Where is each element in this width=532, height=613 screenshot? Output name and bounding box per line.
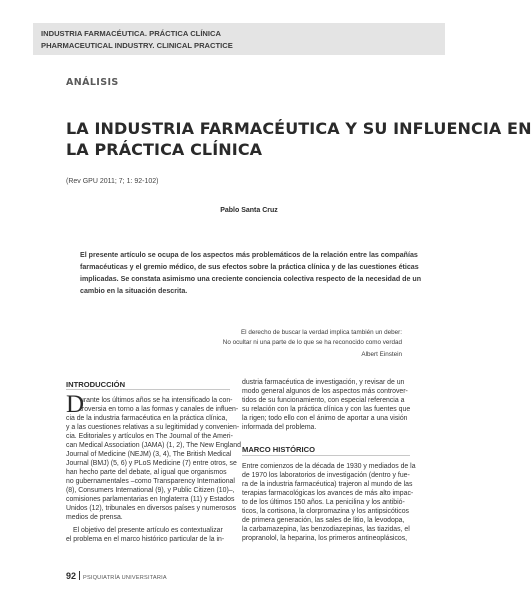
body-line: cia de la industria farmacéutica en la práctica clínica, (66, 415, 228, 422)
author-name-text: Pablo Santa Cruz (220, 207, 278, 214)
body-line: el problema en el marco histórico particular de la in- (66, 536, 225, 543)
epigraph-attribution: Albert Einstein (361, 351, 402, 358)
body-line: su relación con la práctica clínica y con las fuentes que (242, 406, 411, 413)
article-title-line-2: LA PRÁCTICA CLÍNICA (66, 140, 263, 159)
page-footer (66, 566, 167, 584)
body-line: dustria farmacéutica de investigación, y revisar de un (242, 379, 405, 386)
body-line: comisiones parlamentarias en Inglaterra (11) y Estados (66, 496, 235, 503)
article-title-line-1: LA INDUSTRIA FARMACÉUTICA Y SU INFLUENCIA EN (66, 119, 532, 138)
epigraph-line: No ocultar ni una parte de lo que se ha reconocido como verdad (222, 339, 402, 346)
section-label: ANÁLISIS (66, 77, 119, 88)
abstract-line: El presente artículo se ocupa de los aspectos más problemáticos de la relación entre las compañías (80, 251, 418, 259)
footer-divider (79, 571, 80, 580)
heading-rule (66, 389, 230, 390)
body-line: terapias farmacológicas los avances de más alto impac- (242, 490, 414, 497)
heading-marco-historico: MARCO HISTÓRICO (242, 445, 315, 454)
body-line: cia. Editoriales y artículos en The Journal of the Ameri- (66, 433, 233, 440)
running-header (33, 23, 445, 55)
abstract-line: farmacéuticas y el gremio médico, de sus efectos sobre la práctica clínica y de las cuestiones éticas (80, 263, 419, 271)
body-line: no gubernamentales –como Transparency International (66, 478, 235, 485)
abstract-line: implicadas. Se constata asimismo una creciente conciencia colectiva respecto de la necesidad de un (80, 275, 422, 283)
running-header-spanish: INDUSTRIA FARMACÉUTICA. PRÁCTICA CLÍNICA (41, 29, 221, 38)
abstract-line: cambio en la situación descrita. (80, 287, 188, 295)
body-line: Entre comienzos de la década de 1930 y mediados de la (242, 463, 416, 470)
body-line: urante los últimos años se ha intensificado la con- (80, 397, 233, 404)
body-line: tidos de su funcionamiento, con especial referencia a (242, 397, 405, 404)
body-line: to de los últimos 150 años. La penicilina y los antibió- (242, 499, 405, 506)
body-line: de primera generación, las sales de litio, la levodopa, (242, 517, 405, 524)
body-line: Unidos (12), tribunales en diversos países y numerosos (66, 505, 237, 512)
body-line: modo general algunos de los aspectos más controver- (242, 388, 408, 395)
body-line: Journal of Medicine (NEJM) (3, 4), The British Medical (66, 451, 232, 458)
body-line: (8), Consumers International (9), y Public Citizen (10)–, (66, 487, 235, 494)
author-name (0, 207, 474, 214)
journal-name: PSIQUIATRÍA UNIVERSITARIA (83, 575, 167, 581)
body-line: ticos, la cortisona, la clorpromazina y los antipsicóticos (242, 508, 409, 515)
body-line: y a las cuestiones relativas a su legitimidad y convenien- (66, 424, 240, 431)
body-line: informada del problema. (242, 424, 317, 431)
body-line: la rigen; todo ello con el ánimo de aportar a una visión (242, 415, 408, 422)
body-line: can Medical Association (JAMA) (1, 2), The New England (66, 442, 241, 449)
body-line: El objetivo del presente artículo es contextualizar (73, 527, 223, 534)
page-number: 92 (66, 571, 77, 581)
drop-cap: D (66, 391, 85, 418)
body-line: la carbamazepina, las benzodiazepinas, las tiazidas, el (242, 526, 410, 533)
body-line: ra de la industria farmacéutica) trajeron al mundo de las (242, 481, 413, 488)
citation: (Rev GPU 2011; 7; 1: 92-102) (66, 178, 159, 185)
body-line: de 1970 los laboratorios de investigación (dentro y fue- (242, 472, 410, 479)
body-line: han hecho parte del debate, al igual que organismos (66, 469, 227, 476)
running-header-english: PHARMACEUTICAL INDUSTRY. CLINICAL PRACTICE (41, 41, 233, 50)
heading-rule (242, 455, 410, 456)
body-line: troversia en torno a las formas y canales de influen- (80, 406, 239, 413)
heading-introduccion: INTRODUCCIÓN (66, 380, 126, 389)
epigraph-line: El derecho de buscar la verdad implica también un deber: (240, 329, 402, 336)
body-line: medios de prensa. (66, 514, 123, 521)
body-line: propranolol, la heparina, los primeros antineoplásicos, (242, 535, 408, 542)
body-line: Journal (BMJ) (5, 6) y PLoS Medicine (7) entre otros, se (66, 460, 237, 467)
